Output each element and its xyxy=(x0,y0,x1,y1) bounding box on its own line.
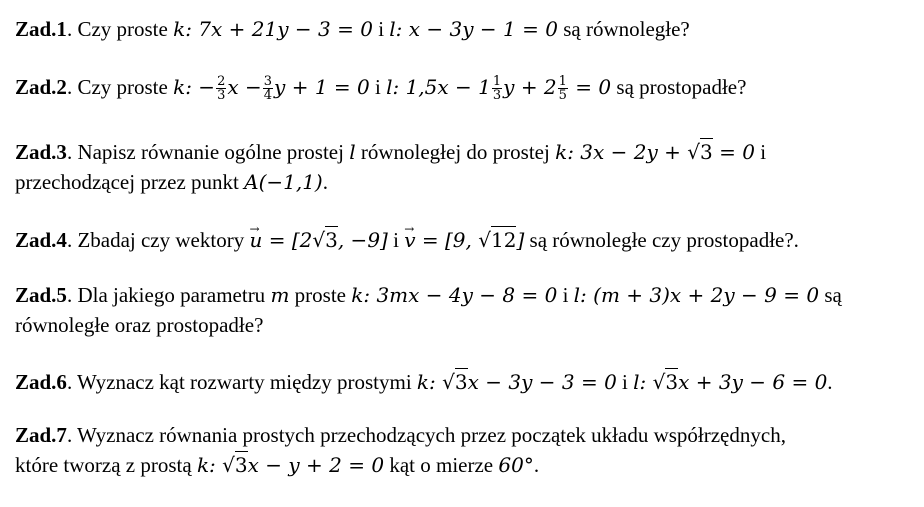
equation-k: k: 7x + 21y − 3 = 0 xyxy=(173,17,373,41)
task-text: . Czy proste xyxy=(66,17,174,41)
task-text: . Zbadaj czy wektory xyxy=(66,228,250,252)
fraction: $\frac{3}{4}$ xyxy=(263,74,273,103)
task-6 xyxy=(15,367,915,397)
equation-k: k: 3x − 2y + √3 = 0 xyxy=(555,140,755,164)
fraction: $\frac{1}{3}$ xyxy=(492,74,502,103)
task-label: Zad.6 xyxy=(15,370,67,394)
task-5 xyxy=(15,280,915,340)
task-text: . Czy proste xyxy=(66,75,174,99)
task-text: . xyxy=(322,170,328,194)
task-line xyxy=(15,420,915,450)
task-text: są równoległe? xyxy=(557,17,690,41)
task-7 xyxy=(15,420,915,480)
task-text: i xyxy=(369,75,387,99)
fraction: $\frac{2}{3}$ xyxy=(217,74,226,103)
equation-k: k: 3mx − 4y − 8 = 0 xyxy=(351,283,558,307)
angle-value: 60° xyxy=(498,453,534,477)
task-text: przechodzącej przez punkt xyxy=(15,170,245,194)
task-text: kąt o mierze xyxy=(384,453,499,477)
task-text: i xyxy=(557,283,574,307)
equation-l: l: x − 3y − 1 = 0 xyxy=(389,17,558,41)
task-text: które tworzą z prostą xyxy=(15,453,197,477)
task-text: proste xyxy=(289,283,352,307)
equation-l: l: √3x + 3y − 6 = 0 xyxy=(633,370,828,394)
task-text: i xyxy=(616,370,634,394)
task-text: równoległe oraz prostopadłe? xyxy=(15,313,264,337)
task-label: Zad.5 xyxy=(15,283,67,307)
task-text: . xyxy=(533,453,540,477)
fraction: $\frac{1}{5}$ xyxy=(558,74,567,103)
task-text: równoległej do prostej xyxy=(355,140,556,164)
task-text: . Wyznacz kąt rozwarty między prostymi xyxy=(66,370,417,394)
point-a: A(−1,1) xyxy=(244,170,323,194)
task-text: . Wyznacz równania prostych przechodzących przez początek układu współrzędnych, xyxy=(66,423,786,447)
task-label: Zad.7 xyxy=(15,423,67,447)
equation-l: l: (m + 3)x + 2y − 9 = 0 xyxy=(573,283,820,307)
vector-v: → v = [9, √12] xyxy=(404,228,524,252)
task-line xyxy=(15,450,915,480)
task-text: . xyxy=(827,370,833,394)
task-text: i xyxy=(387,228,405,252)
equation-k: k: √3x − 3y − 3 = 0 xyxy=(416,370,617,394)
task-3 xyxy=(15,137,915,197)
task-text: są xyxy=(819,283,842,307)
task-label: Zad.2 xyxy=(15,75,67,99)
parameter-m: m xyxy=(270,283,290,307)
task-label: Zad.3 xyxy=(15,140,67,164)
vector-u: → u = [2√3, −9] xyxy=(249,228,387,252)
task-line xyxy=(15,310,915,340)
task-4 xyxy=(15,225,915,255)
task-line xyxy=(15,137,915,167)
equation-k: k: √3x − y + 2 = 0 xyxy=(196,453,385,477)
equation-l: l: 1,5x − 1 $\frac{1}{3}$ y + 2 $\frac{1}{5}$ = 0 xyxy=(386,74,612,103)
task-text: . Napisz równanie ogólne prostej xyxy=(66,140,350,164)
task-text: i xyxy=(372,17,390,41)
task-text: i xyxy=(754,140,767,164)
task-1 xyxy=(15,14,915,44)
task-text: . Dla jakiego parametru xyxy=(66,283,271,307)
line-name: l xyxy=(349,140,356,164)
equation-k: k: − $\frac{2}{3}$ x − $\frac{3}{4}$ y + 1 = 0 xyxy=(173,74,370,103)
task-line xyxy=(15,280,915,310)
task-text: są równoległe czy prostopadłe?. xyxy=(524,228,799,252)
task-line xyxy=(15,167,915,197)
task-label: Zad.4 xyxy=(15,228,67,252)
task-label: Zad.1 xyxy=(15,17,67,41)
task-2 xyxy=(15,72,915,102)
task-text: są prostopadłe? xyxy=(611,75,747,99)
